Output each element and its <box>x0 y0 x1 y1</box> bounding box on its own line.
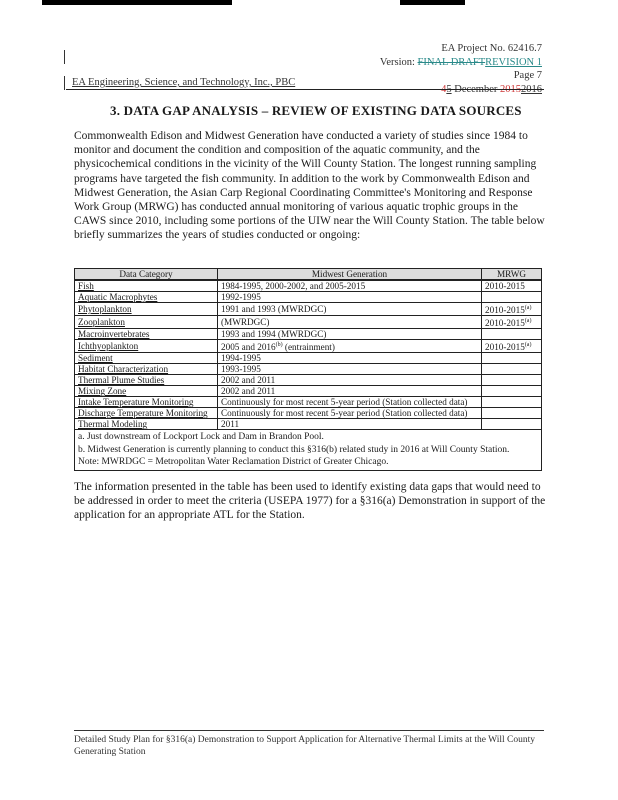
cell-category: Aquatic Macrophytes <box>75 292 218 303</box>
cell-midwest-generation: 1993-1995 <box>218 364 482 375</box>
cell-mrwg <box>482 353 542 364</box>
cell-mrwg <box>482 397 542 408</box>
table-row <box>75 292 542 303</box>
col-header: Midwest Generation <box>218 269 482 281</box>
table-row <box>75 375 542 386</box>
col-header: MRWG <box>482 269 542 281</box>
cell-category: Phytoplankton <box>75 303 218 316</box>
table-row <box>75 316 542 329</box>
table-row <box>75 329 542 340</box>
cell-category: Sediment <box>75 353 218 364</box>
cell-category: Fish <box>75 280 218 292</box>
cell-midwest-generation: Continuously for most recent 5-year period (Station collected data) <box>218 397 482 408</box>
cell-midwest-generation: 2011 <box>218 419 482 430</box>
cell-midwest-generation: 2005 and 2016$^{(b)}$ (entrainment) <box>218 340 482 353</box>
cell-midwest-generation: 2002 and 2011 <box>218 375 482 386</box>
table-row <box>75 280 542 292</box>
cell-mrwg <box>482 292 542 303</box>
revision-bar <box>64 50 65 64</box>
note-a: a. Just downstream of Lockport Lock and Dam in Brandon Pool. <box>78 432 324 443</box>
cell-midwest-generation: 1992-1995 <box>218 292 482 303</box>
cell-category: Intake Temperature Monitoring <box>75 397 218 408</box>
cell-midwest-generation: 2002 and 2011 <box>218 386 482 397</box>
cell-mrwg <box>482 375 542 386</box>
cell-midwest-generation: Continuously for most recent 5-year period (Station collected data) <box>218 408 482 419</box>
table-row <box>75 303 542 316</box>
company-name: EA Engineering, Science, and Technology, Inc., PBC <box>72 77 296 88</box>
cell-category: Ichthyoplankton <box>75 340 218 353</box>
intro-paragraph: Commonwealth Edison and Midwest Generation have conducted a variety of studies since 1984 to monitor and document the condition and composition of the aquatic community, and the physicochemical conditions in the vicinity of the Will County Station. The longest running sampling programs have targeted the fish community. In addition to the work by Commonwealth Edison and Midwest Generation, the Asian Carp Regional Coordinating Committee's Monitoring and Response Work Group (MRWG) has conducted annual monitoring of various aquatic trophic groups in the CAWS since 2010, including some portions of the UIW near the Will County Station. The table below briefly summarizes the years of studies conducted or ongoing: <box>74 130 545 242</box>
cell-midwest-generation: 1984-1995, 2000-2002, and 2005-2015 <box>218 280 482 292</box>
cell-category: Zooplankton <box>75 316 218 329</box>
closing-paragraph: The information presented in the table has been used to identify existing data gaps that would need to be addressed in order to meet the criteria (USEPA 1977) for a §316(a) Demonstration in support of the application for an appropriate ATL for the Station. <box>74 481 546 522</box>
project-number: EA Project No. 62416.7 <box>441 43 542 54</box>
col-header: Data Category <box>75 269 218 281</box>
cell-category: Discharge Temperature Monitoring <box>75 408 218 419</box>
cell-mrwg: 2010-2015$^{(a)}$ <box>482 340 542 353</box>
version: Version: FINAL DRAFTREVISION 1 <box>379 56 542 68</box>
section-title: 3. DATA GAP ANALYSIS – REVIEW OF EXISTING DATA SOURCES <box>110 103 522 118</box>
cell-midwest-generation: 1991 and 1993 (MWRDGC) <box>218 303 482 316</box>
table-row <box>75 364 542 375</box>
cell-mrwg: 2010-2015$^{(a)}$ <box>482 303 542 316</box>
cell-mrwg: 2010-2015$^{(a)}$ <box>482 316 542 329</box>
cell-mrwg: 2010-2015 <box>482 280 542 292</box>
cell-mrwg <box>482 386 542 397</box>
cell-midwest-generation: 1994-1995 <box>218 353 482 364</box>
cell-category: Macroinvertebrates <box>75 329 218 340</box>
cell-mrwg <box>482 329 542 340</box>
table-row <box>75 408 542 419</box>
cell-midwest-generation: 1993 and 1994 (MWRDGC) <box>218 329 482 340</box>
page-number: Page 7 <box>513 70 542 81</box>
table-row <box>75 340 542 353</box>
cell-mrwg <box>482 419 542 430</box>
cell-category: Mixing Zone <box>75 386 218 397</box>
note-b: b. Midwest Generation is currently planning to conduct this §316(b) related study in 2016 at Will County Station. <box>78 444 510 455</box>
date: 45 December 20152016 <box>441 83 542 95</box>
cell-mrwg <box>482 408 542 419</box>
table-notes <box>75 430 542 471</box>
scan-artifact <box>42 0 232 5</box>
cell-category: Habitat Characterization <box>75 364 218 375</box>
table-row <box>75 397 542 408</box>
cell-mrwg <box>482 364 542 375</box>
table-row <box>75 419 542 430</box>
footer: Detailed Study Plan for §316(a) Demonstration to Support Application for Alternative Thermal Limits at the Will County Generating Station <box>74 735 535 757</box>
cell-category: Thermal Modeling <box>75 419 218 430</box>
scan-artifact <box>400 0 465 5</box>
cell-category: Thermal Plume Studies <box>75 375 218 386</box>
cell-midwest-generation: (MWRDGC) <box>218 316 482 329</box>
note-abbrev: Note: MWRDGC = Metropolitan Water Reclamation District of Greater Chicago. <box>78 457 389 468</box>
table-row <box>75 353 542 364</box>
header-rule <box>66 89 544 90</box>
data-sources-table <box>74 268 542 471</box>
footer-rule <box>74 730 544 731</box>
revision-bar <box>64 76 65 90</box>
document-header <box>380 42 542 96</box>
table-row <box>75 386 542 397</box>
